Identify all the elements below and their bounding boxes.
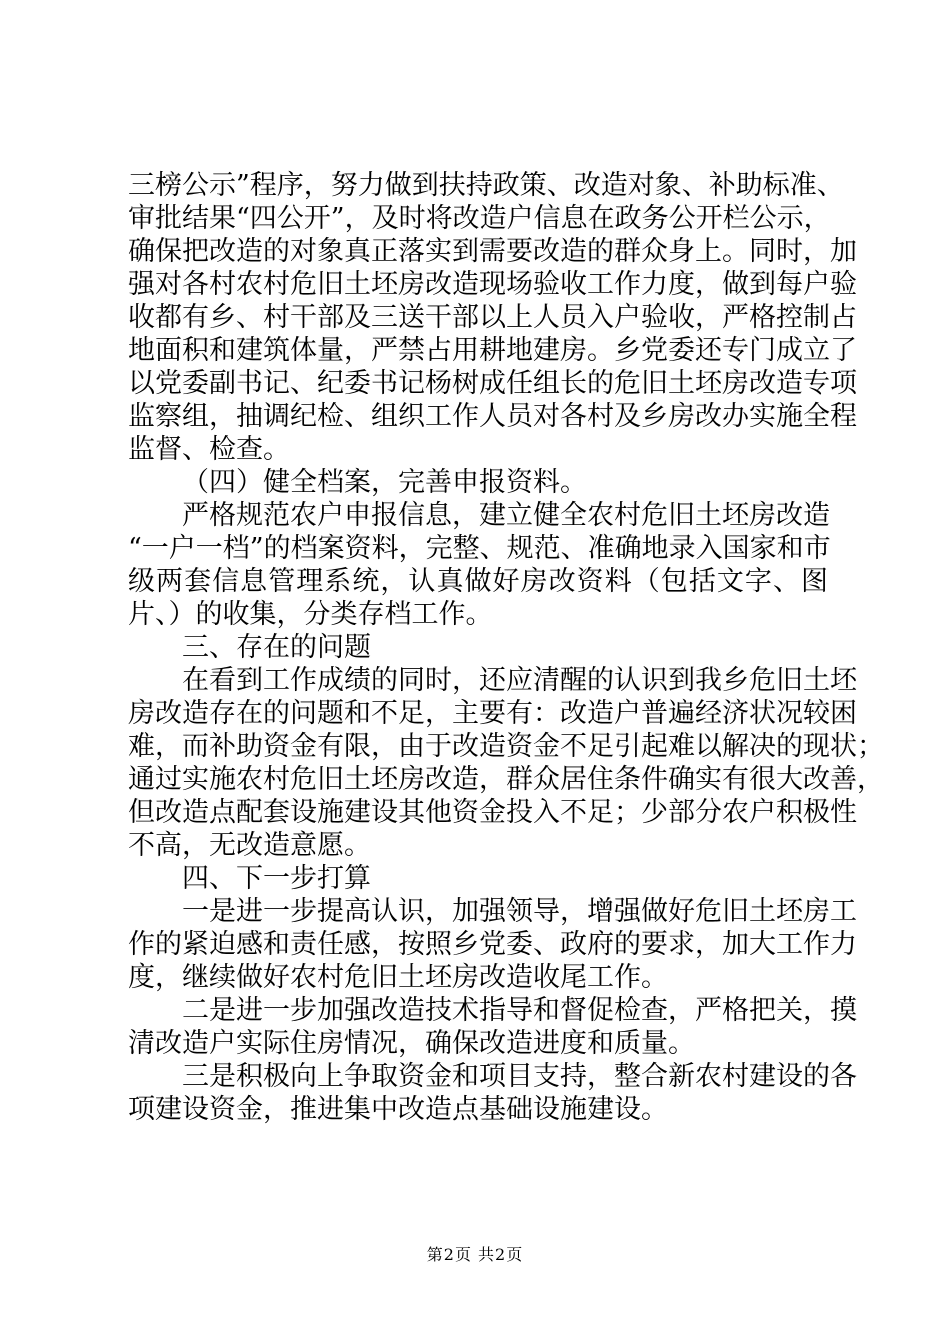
- text-line: 严格规范农户申报信息，建立健全农村危旧土坯房改造: [182, 500, 830, 531]
- section-heading: 三、存在的问题: [182, 632, 371, 663]
- text-line: 地面积和建筑体量，严禁占用耕地建房。乡党委还专门成立了: [128, 335, 857, 366]
- text-line: 监督、检查。: [128, 434, 290, 465]
- text-line: 三是积极向上争取资金和项目支持，整合新农村建设的各: [182, 1061, 857, 1092]
- section-heading: （四）健全档案，完善申报资料。: [182, 467, 587, 498]
- text-line: 强对各村农村危旧土坯房改造现场验收工作力度，做到每户验: [128, 269, 857, 300]
- text-line: “一户一档”的档案资料，完整、规范、准确地录入国家和市: [128, 533, 831, 564]
- text-line: 级两套信息管理系统，认真做好房改资料（包括文字、图: [128, 566, 828, 597]
- text-line: 清改造户实际住房情况，确保改造进度和质量。: [128, 1028, 695, 1059]
- text-line: 以党委副书记、纪委书记杨树成任组长的危旧土坯房改造专项: [128, 368, 857, 399]
- text-line: 房改造存在的问题和不足，主要有：改造户普遍经济状况较困: [128, 698, 857, 729]
- text-line: 作的紧迫感和责任感，按照乡党委、政府的要求，加大工作力: [128, 929, 857, 960]
- section-heading: 四、下一步打算: [182, 863, 371, 894]
- text-line: 二是进一步加强改造技术指导和督促检查，严格把关，摸: [182, 995, 857, 1026]
- text-line: 项建设资金，推进集中改造点基础设施建设。: [128, 1094, 668, 1125]
- page-footer: 第2页 共2页: [426, 1245, 524, 1264]
- text-line: 不高，无改造意愿。: [128, 830, 371, 861]
- text-line: 监察组，抽调纪检、组织工作人员对各村及乡房改办实施全程: [128, 401, 857, 432]
- text-line: 度，继续做好农村危旧土坯房改造收尾工作。: [128, 962, 668, 993]
- text-line: 三榜公示”程序，努力做到扶持政策、改造对象、补助标准、: [128, 170, 844, 201]
- text-line: 在看到工作成绩的同时，还应清醒的认识到我乡危旧土坯: [182, 665, 857, 696]
- text-line: 审批结果“四公开”，及时将改造户信息在政务公开栏公示，: [128, 203, 831, 234]
- text-line: 确保把改造的对象真正落实到需要改造的群众身上。同时，加: [128, 236, 857, 267]
- text-line: 片、）的收集，分类存档工作。: [128, 599, 493, 630]
- text-line: 通过实施农村危旧土坯房改造，群众居住条件确实有很大改善，: [128, 764, 884, 795]
- text-line: 一是进一步提高认识，加强领导，增强做好危旧土坯房工: [182, 896, 857, 927]
- text-line: 收都有乡、村干部及三送干部以上人员入户验收，严格控制占: [128, 302, 857, 333]
- text-line: 难，而补助资金有限，由于改造资金不足引起难以解决的现状；: [128, 731, 884, 762]
- text-line: 但改造点配套设施建设其他资金投入不足；少部分农户积极性: [128, 797, 857, 828]
